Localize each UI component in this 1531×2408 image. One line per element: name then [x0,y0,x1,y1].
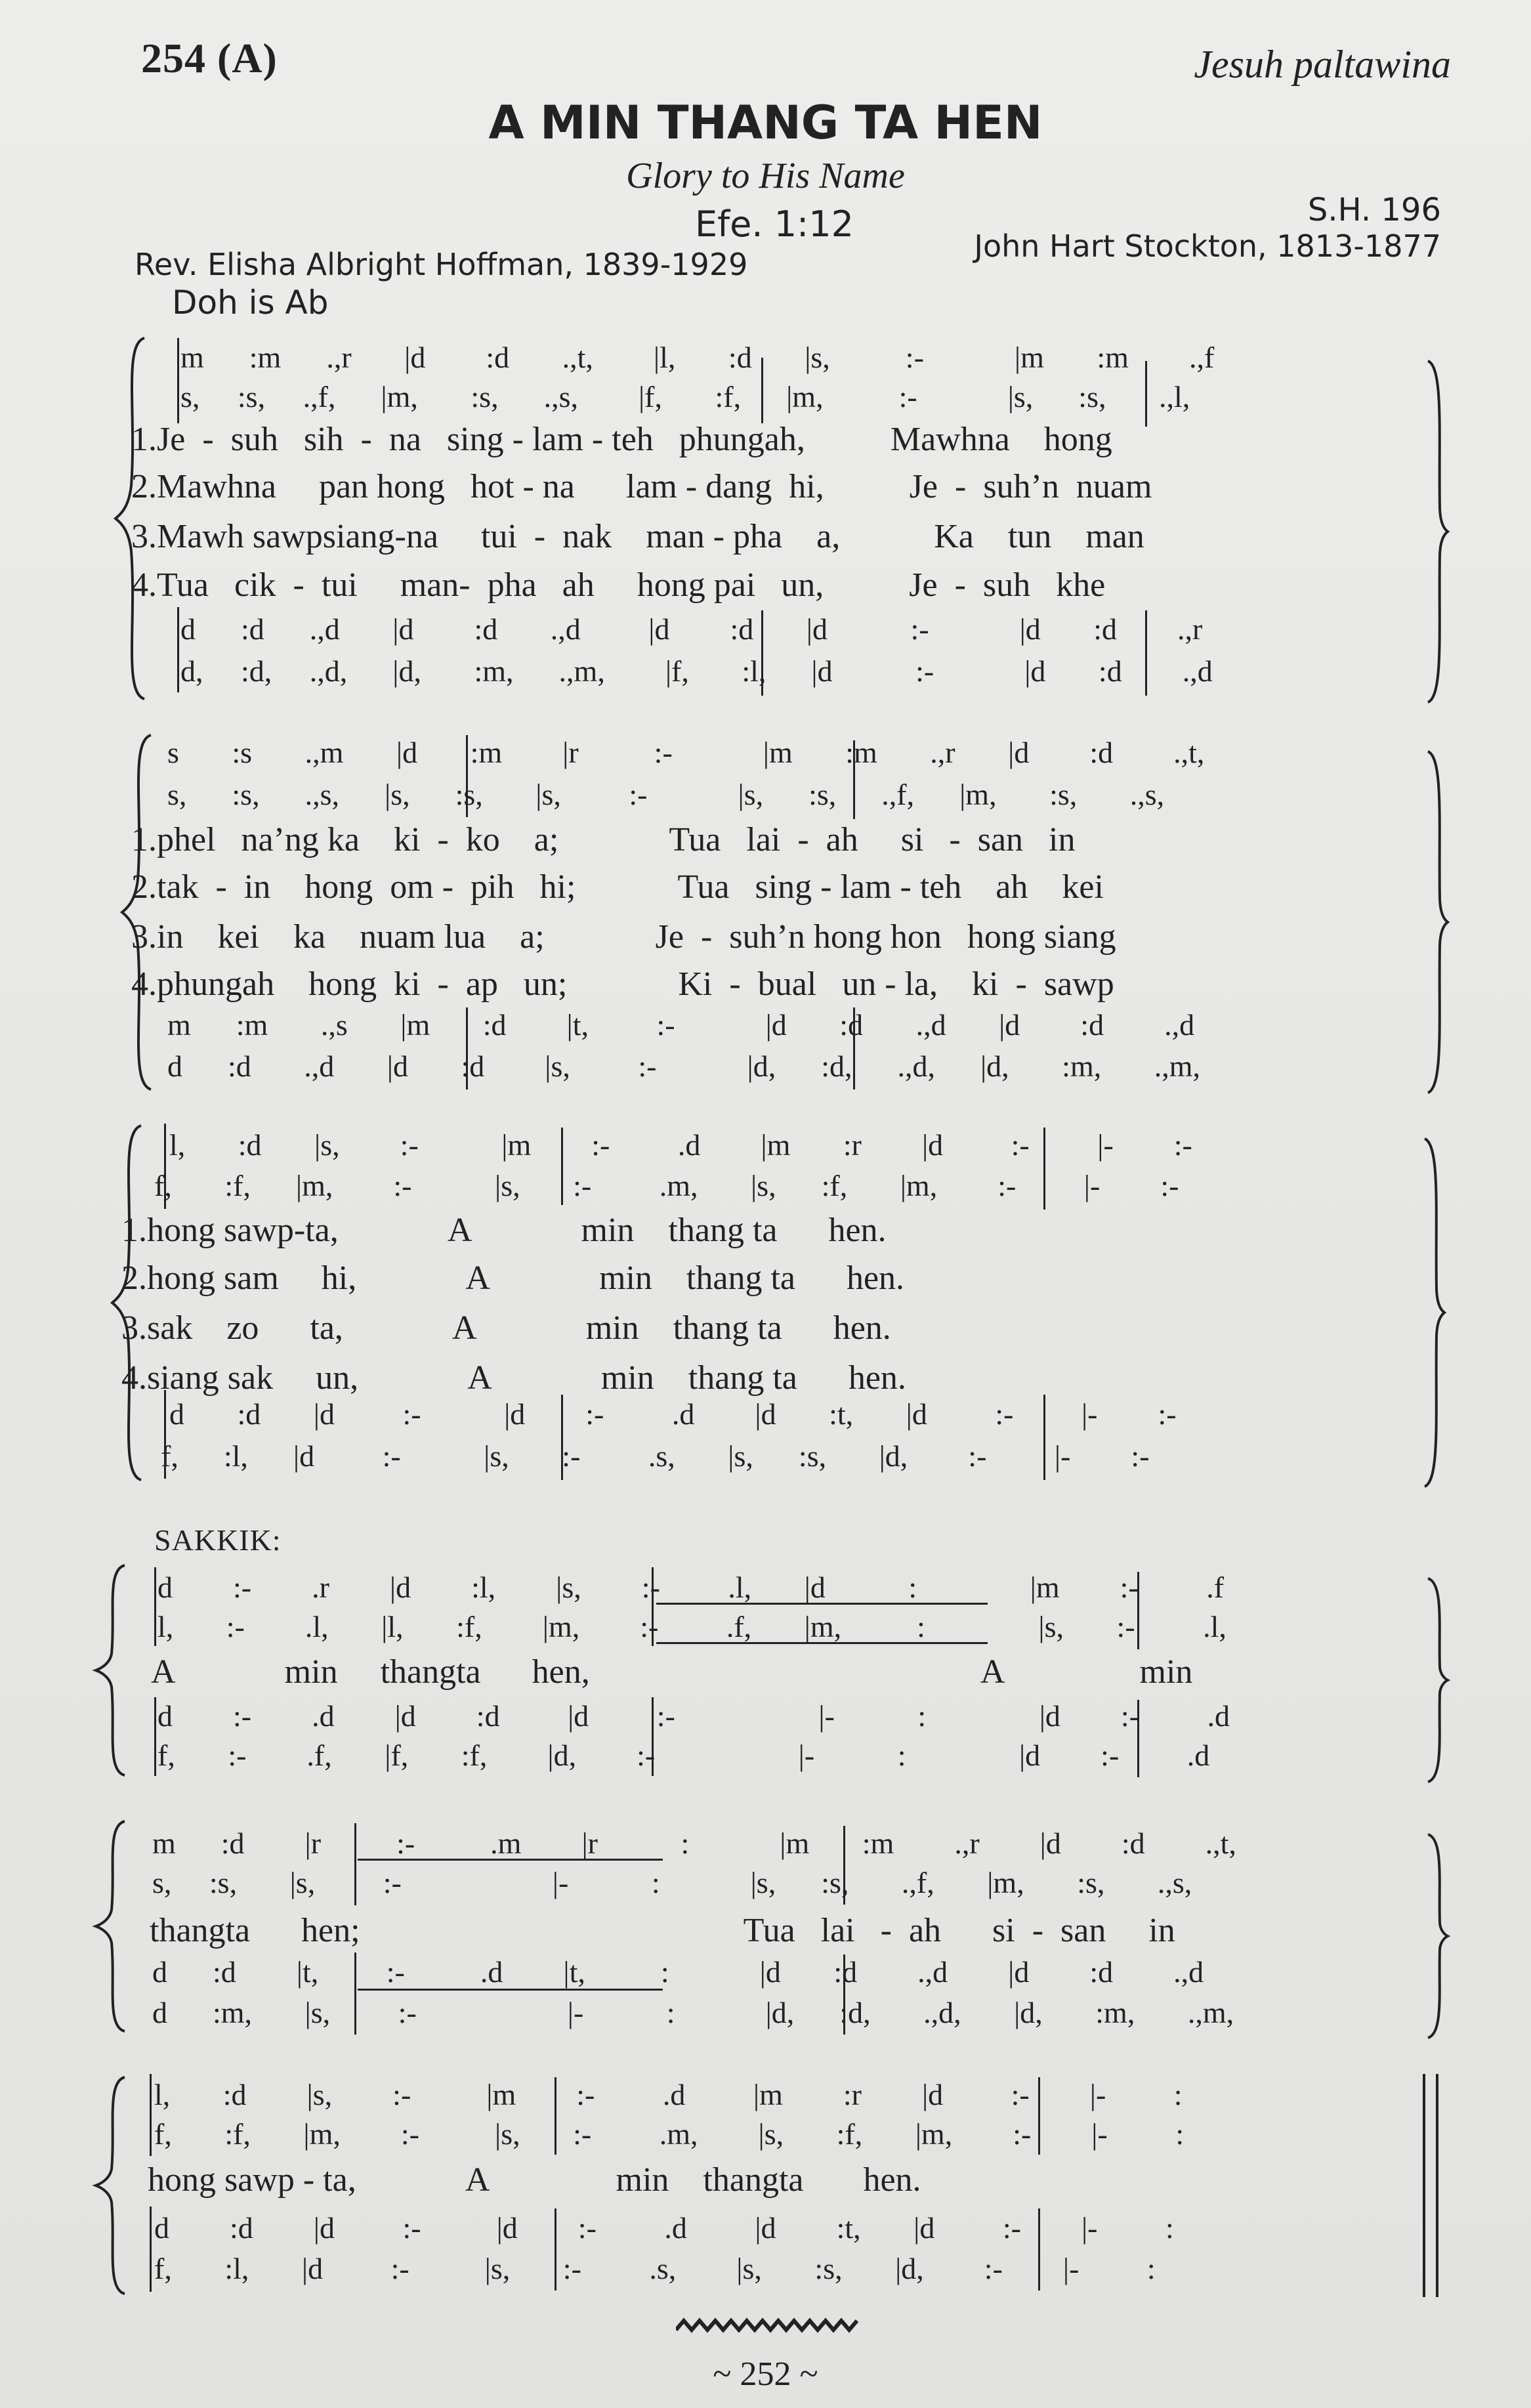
hymn-subtitle: Glory to His Name [626,156,905,196]
notation-row: d, :d, .,d, |d, :m, .,m, |f, :l, |d :- |d :d .,d [180,654,1213,688]
sh-reference: S.H. 196 [1307,192,1441,228]
lyric-line: 2.tak - in hong om - pih hi; Tua sing - lam - teh ah kei [131,868,1104,906]
barline [154,1567,156,1646]
left-brace [92,1818,131,2035]
page-number: ~ 252 ~ [713,2355,818,2393]
barline [177,338,179,423]
lyric-line: 3.sak zo ta, A min thang ta hen. [121,1309,891,1347]
left-brace [92,1562,131,1779]
hymn-number: 254 (A) [141,35,278,81]
notation-row: d :m, |s, :- |- : |d, :d, .,d, |d, :m, .,m, [152,1996,1234,2029]
right-brace [1421,1135,1447,1490]
lyric-line: 3.Mawh sawpsiang-na tui - nak man - pha a, Ka tun man [131,518,1144,555]
right-brace [1424,358,1450,706]
lyric-line: hong sawp - ta, A min thangta hen. [148,2161,921,2199]
notation-row: d :- .r |d :l, |s, :- .l, |d : |m :- .f [157,1571,1225,1604]
notation-row: d :d |d :- |d :- .d |d :t, |d :- |- : [154,2211,1174,2245]
notation-row: f, :f, |m, :- |s, :- .m, |s, :f, |m, :- |- :- [154,1169,1179,1202]
barline [154,1697,156,1776]
left-brace [92,2074,131,2297]
key-signature: Doh is Ab [172,284,329,322]
lyric-line: 1.phel na’ng ka ki - ko a; Tua lai - ah si - san in [131,821,1076,858]
notation-row: d :- .d |d :d |d :- |- : |d :- .d [157,1699,1230,1733]
composer-credit: John Hart Stockton, 1813-1877 [974,228,1441,264]
right-brace [1424,1575,1450,1785]
right-brace [1424,748,1450,1096]
notation-row: d :d |t, :- .d |t, : |d :d .,d |d :d .,d [152,1955,1204,1989]
notation-row: m :m .,s |m :d |t, :- |d :d .,d |d :d .,d [167,1008,1195,1042]
notation-row: l, :- .l, |l, :f, |m, :- .f, |m, : |s, :- .l, [157,1610,1227,1643]
lyric-line: 4.siang sak un, A min thang ta hen. [121,1359,906,1397]
notation-row: l, :d |s, :- |m :- .d |m :r |d :- |- :- [169,1128,1192,1162]
scripture-reference: Efe. 1:12 [695,203,854,245]
notation-row: f, :l, |d :- |s, :- .s, |s, :s, |d, :- |- : [154,2252,1156,2285]
left-brace [118,732,157,1093]
lyric-line: 2.Mawhna pan hong hot - na lam - dang hi, Je - suh’n nuam [131,468,1152,505]
hymn-title: A MIN THANG TA HEN [488,96,1043,150]
notation-row: f, :- .f, |f, :f, |d, :- |- : |d :- .d [157,1739,1210,1772]
zigzag-ornament [676,2317,860,2334]
author-credit: Rev. Elisha Albright Hoffman, 1839-1929 [135,247,748,282]
notation-row: d :d |d :- |d :- .d |d :t, |d :- |- :- [169,1397,1177,1431]
notation-row: d :d .,d |d :d .,d |d :d |d :- |d :d .,r [180,612,1203,646]
lyric-line: 1.Je - suh sih - na sing - lam - teh phungah, Mawhna hong [131,421,1112,458]
notation-row: s, :s, .,f, |m, :s, .,s, |f, :f, |m, :- |s, :s, .,l, [180,380,1190,413]
notation-row: l, :d |s, :- |m :- .d |m :r |d :- |- : [154,2078,1183,2111]
final-barline [1423,2074,1425,2297]
notation-row: s, :s, .,s, |s, :s, |s, :- |s, :s, .,f, |m, :s, .,s, [167,778,1165,811]
notation-row: s, :s, |s, :- |- : |s, :s, .,f, |m, :s, .,s, [152,1866,1192,1899]
notation-row: f, :f, |m, :- |s, :- .m, |s, :f, |m, :- |- : [154,2117,1185,2151]
barline [177,607,179,692]
barline [150,2207,152,2292]
right-brace [1424,1831,1450,2041]
lyric-line: thangta hen; Tua lai - ah si - san in [150,1912,1175,1949]
lyric-line: A min thangta hen, A min [151,1653,1193,1691]
hymn-category: Jesuh paltawina [1194,43,1451,86]
lyric-line: 4.Tua cik - tui man- pha ah hong pai un, Je - suh khe [131,566,1106,604]
lyric-line: 2.hong sam hi, A min thang ta hen. [121,1259,905,1297]
notation-row: d :d .,d |d :d |s, :- |d, :d, .,d, |d, :m, .,m, [167,1049,1201,1083]
chorus-label: SAKKIK: [154,1523,282,1557]
notation-row: m :d |r :- .m |r : |m :m .,r |d :d .,t, [152,1827,1236,1860]
left-brace [108,1122,148,1483]
barline [150,2074,152,2156]
lyric-line: 3.in kei ka nuam lua a; Je - suh’n hong hon hong siang [131,918,1116,956]
lyric-line: 1.hong sawp-ta, A min thang ta hen. [121,1212,887,1249]
notation-row: s :s .,m |d :m |r :- |m :m .,r |d :d .,t, [167,736,1205,769]
notation-row: f, :l, |d :- |s, :- .s, |s, :s, |d, :- |- :- [161,1439,1150,1473]
lyric-line: 4.phungah hong ki - ap un; Ki - bual un - la, ki - sawp [131,965,1114,1003]
notation-row: m :m .,r |d :d .,t, |l, :d |s, :- |m :m .,f [180,341,1215,374]
final-barline [1436,2074,1438,2297]
